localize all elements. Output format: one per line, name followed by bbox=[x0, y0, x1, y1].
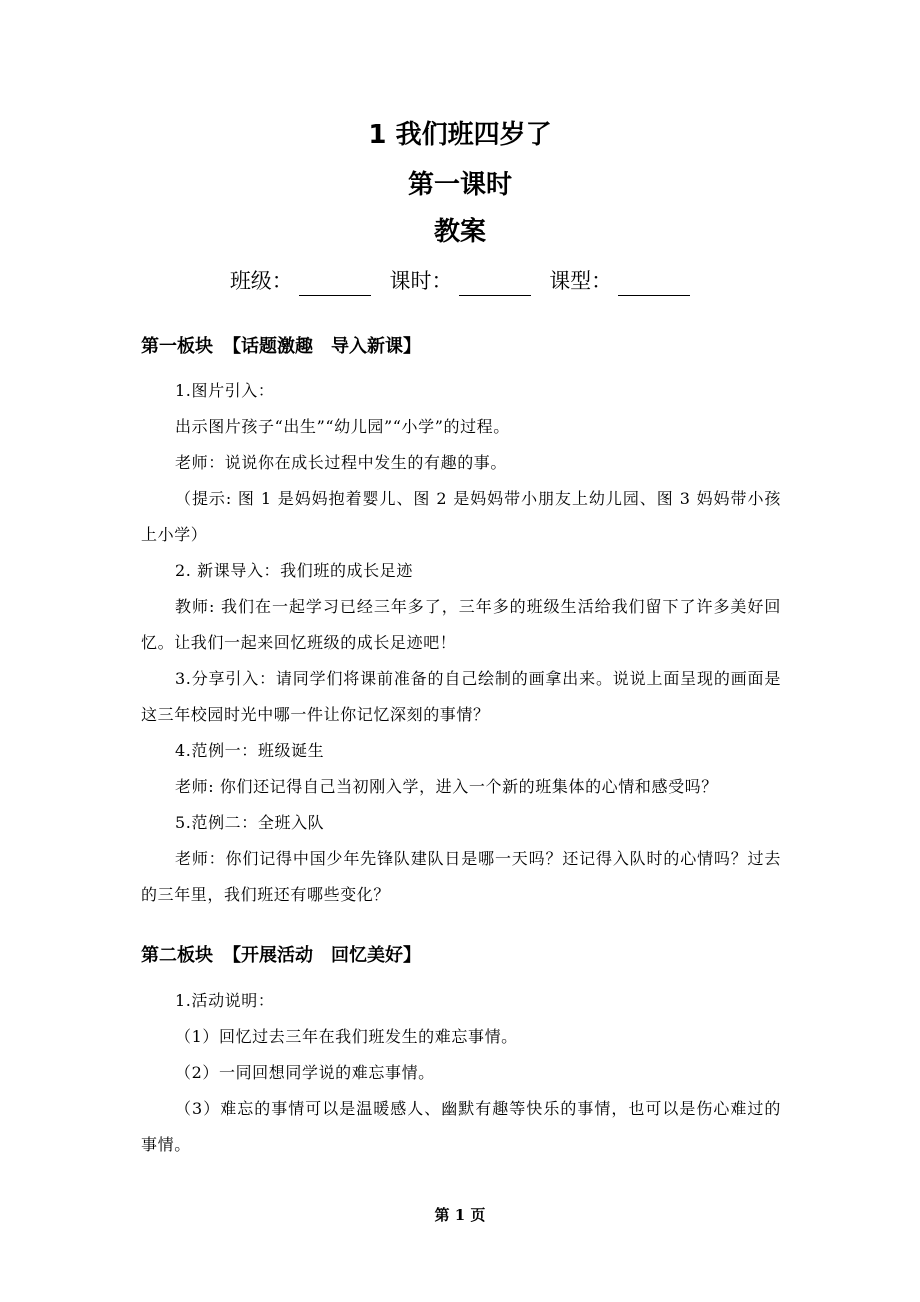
paragraph: 1.活动说明： bbox=[175, 991, 275, 1010]
paragraph: （1）回忆过去三年在我们班发生的难忘事情。 bbox=[175, 1027, 518, 1046]
paragraph: 老师: 你们还记得自己当初刚入学，进入一个新的班集体的心情和感受吗？ bbox=[175, 777, 718, 796]
lesson-title: 1 我们班四岁了 bbox=[368, 120, 552, 150]
period-field bbox=[390, 266, 531, 296]
paragraph: 出示图片孩子“出生”“幼儿园”“小学”的过程。 bbox=[175, 417, 510, 436]
class-field bbox=[230, 266, 371, 296]
document-type-title: 教案 bbox=[433, 217, 486, 247]
paragraph: 1.图片引入： bbox=[175, 381, 275, 400]
section-1-heading bbox=[141, 334, 421, 360]
paragraph: 老师：你们记得中国少年先锋队建队日是哪一天吗？还记得入队时的心情吗？过去的三年里，我们班还有哪些变化？ bbox=[141, 849, 781, 904]
section-2-heading bbox=[141, 943, 421, 969]
paragraph: 教师: 我们在一起学习已经三年多了，三年多的班级生活给我们留下了许多美好回忆。让我们一起来回忆班级的成长足迹吧！ bbox=[141, 597, 781, 652]
class-blank bbox=[299, 273, 371, 296]
type-blank bbox=[618, 273, 690, 296]
type-field bbox=[549, 266, 690, 296]
section-1-heading-number: 第一板块 bbox=[141, 336, 213, 357]
paragraph: 5.范例二：全班入队 bbox=[175, 813, 325, 832]
paragraph: （2）一同回想同学说的难忘事情。 bbox=[175, 1063, 435, 1082]
period-label: 课时： bbox=[389, 269, 453, 293]
paragraph: 3.分享引入：请同学们将课前准备的自己绘制的画拿出来。说说上面呈现的画面是这三年校园时光中哪一件让你记忆深刻的事情？ bbox=[141, 669, 781, 724]
paragraph: （3）难忘的事情可以是温暖感人、幽默有趣等快乐的事情，也可以是伤心难过的事情。 bbox=[141, 1099, 781, 1154]
lesson-meta-line bbox=[0, 266, 920, 296]
class-label: 班级： bbox=[229, 269, 293, 293]
paragraph: 4.范例一：班级诞生 bbox=[175, 741, 325, 760]
paragraph: （提示: 图 1 是妈妈抱着婴儿、图 2 是妈妈带小朋友上幼儿园、图 3 妈妈带小孩上小学） bbox=[141, 489, 781, 544]
period-blank bbox=[459, 273, 531, 296]
lesson-period-title: 第一课时 bbox=[407, 170, 512, 200]
page-number: 第 1 页 bbox=[434, 1206, 486, 1224]
type-label: 课型： bbox=[549, 269, 613, 293]
section-2-heading-topic: 【开展活动 回忆美好】 bbox=[223, 945, 421, 966]
section-2-heading-number: 第二板块 bbox=[141, 945, 213, 966]
paragraph: 老师：说说你在成长过程中发生的有趣的事。 bbox=[175, 453, 508, 472]
section-1-heading-topic: 【话题激趣 导入新课】 bbox=[223, 336, 421, 357]
paragraph: 2. 新课导入：我们班的成长足迹 bbox=[175, 561, 413, 580]
